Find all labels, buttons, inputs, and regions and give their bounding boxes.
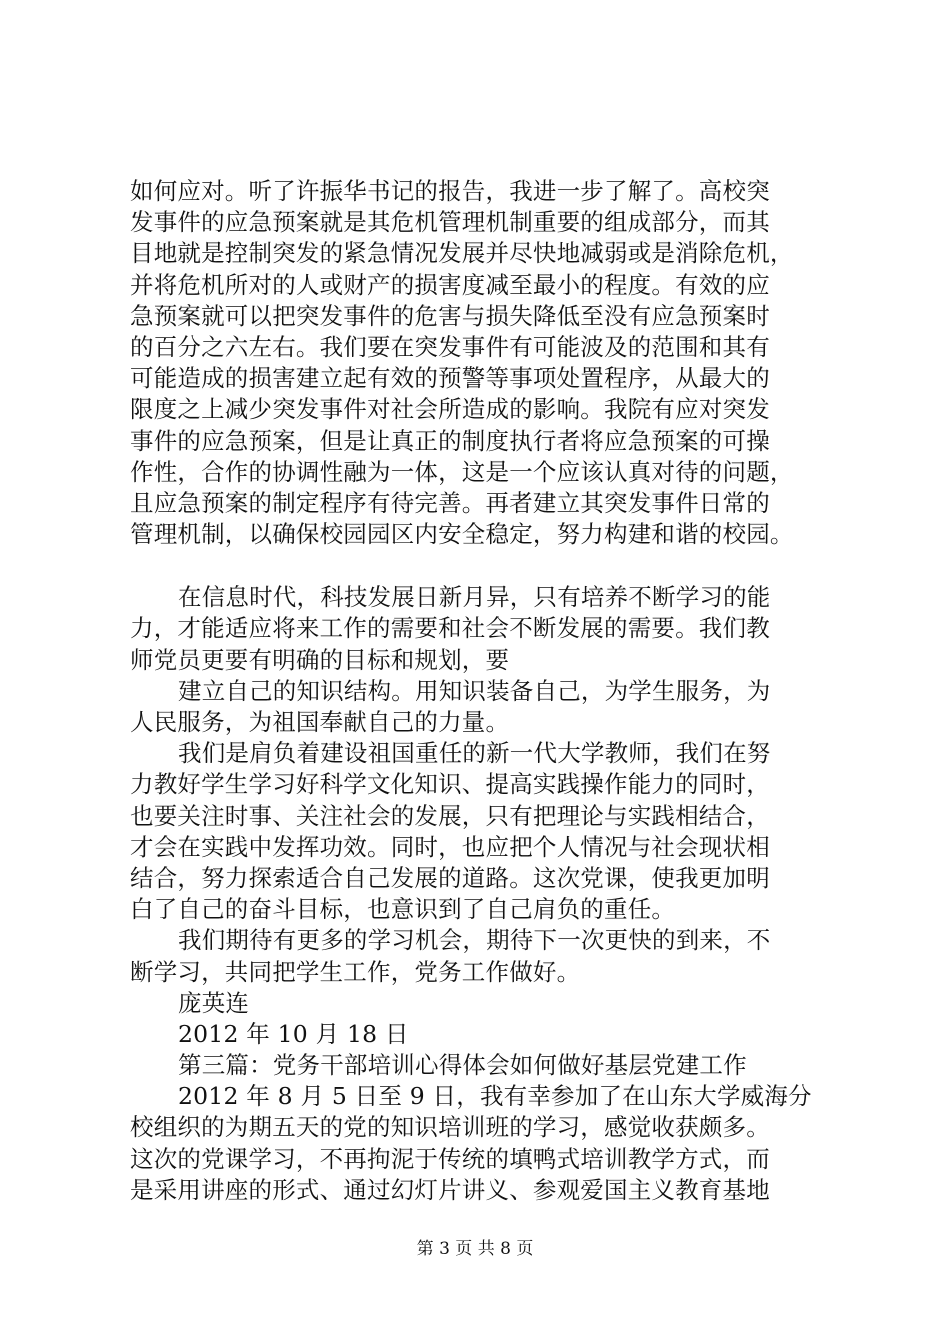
text-line: 这次的党课学习，不再拘泥于传统的填鸭式培训教学方式，而 <box>130 1144 770 1173</box>
text-line: 结合，努力探索适合自己发展的道路。这次党课，使我更加明 <box>130 863 770 892</box>
text-line: 我们是肩负着建设祖国重任的新一代大学教师，我们在努 <box>178 739 771 768</box>
text-line: 发事件的应急预案就是其危机管理机制重要的组成部分，而其 <box>130 208 770 237</box>
text-line: 作性，合作的协调性融为一体，这是一个应该认真对待的问题， <box>130 457 794 486</box>
signature: 庞英连 <box>178 988 250 1017</box>
paragraph-2 <box>130 582 850 676</box>
text-line: 断学习，共同把学生工作，党务工作做好。 <box>130 957 581 986</box>
text-line: 白了自己的奋斗目标，也意识到了自己肩负的重任。 <box>130 895 676 924</box>
text-line: 可能造成的损害建立起有效的预警等事项处置程序，从最大的 <box>130 364 770 393</box>
text-line: 急预案就可以把突发事件的危害与损失降低至没有应急预案时 <box>130 301 770 330</box>
paragraph-3 <box>130 676 850 738</box>
text-line: 是采用讲座的形式、通过幻灯片讲义、参观爱国主义教育基地 <box>130 1175 770 1204</box>
text-line: 2012 年 8 月 5 日至 9 日，我有幸参加了在山东大学威海分 <box>178 1082 812 1111</box>
text-line: 人民服务，为祖国奉献自己的力量。 <box>130 708 510 736</box>
text-line: 师党员更要有明确的目标和规划，要 <box>130 645 510 674</box>
text-line: 建立自己的知识结构。用知识装备自己，为学生服务，为 <box>178 676 771 705</box>
text-line: 且应急预案的制定程序有待完善。再者建立其突发事件日常的 <box>130 488 770 517</box>
text-line: 限度之上减少突发事件对社会所造成的影响。我院有应对突发 <box>130 395 770 424</box>
text-line: 目地就是控制突发的紧急情况发展并尽快地减弱或是消除危机， <box>130 239 794 268</box>
text-line: 如何应对。听了许振华书记的报告，我进一步了解了。高校突 <box>130 177 770 205</box>
text-line: 力，才能适应将来工作的需要和社会不断发展的需要。我们教 <box>130 614 770 643</box>
paragraph-4 <box>130 738 850 925</box>
paragraph-5 <box>130 925 850 987</box>
text-line: 在信息时代，科技发展日新月异，只有培养不断学习的能 <box>178 583 771 612</box>
paragraph-1 <box>130 176 850 550</box>
paragraph-gap <box>130 550 850 582</box>
date-line: 2012 年 10 月 18 日 <box>178 1019 409 1048</box>
text-line: 并将危机所对的人或财产的损害度减至最小的程度。有效的应 <box>130 270 770 299</box>
text-line: 事件的应急预案，但是让真正的制度执行者将应急预案的可操 <box>130 426 770 455</box>
text-line: 才会在实践中发挥功效。同时，也应把个人情况与社会现状相 <box>130 832 770 861</box>
text-line: 也要关注时事、关注社会的发展，只有把理论与实践相结合， <box>130 801 770 830</box>
page-number-footer: 第 3 页 共 8 页 <box>416 1239 534 1259</box>
text-line: 的百分之六左右。我们要在突发事件有可能波及的范围和其有 <box>130 332 770 361</box>
text-line: 管理机制，以确保校园园区内安全稳定，努力构建和谐的校园。 <box>130 520 794 549</box>
paragraph-6 <box>130 1081 850 1206</box>
document-body <box>130 176 850 1206</box>
text-line: 校组织的为期五天的党的知识培训班的学习，感觉收获颇多。 <box>130 1113 770 1142</box>
text-line: 我们期待有更多的学习机会，期待下一次更快的到来，不 <box>178 926 771 955</box>
text-line: 力教好学生学习好科学文化知识、提高实践操作能力的同时， <box>130 770 770 799</box>
section-heading: 第三篇：党务干部培训心得体会如何做好基层党建工作 <box>178 1051 747 1080</box>
